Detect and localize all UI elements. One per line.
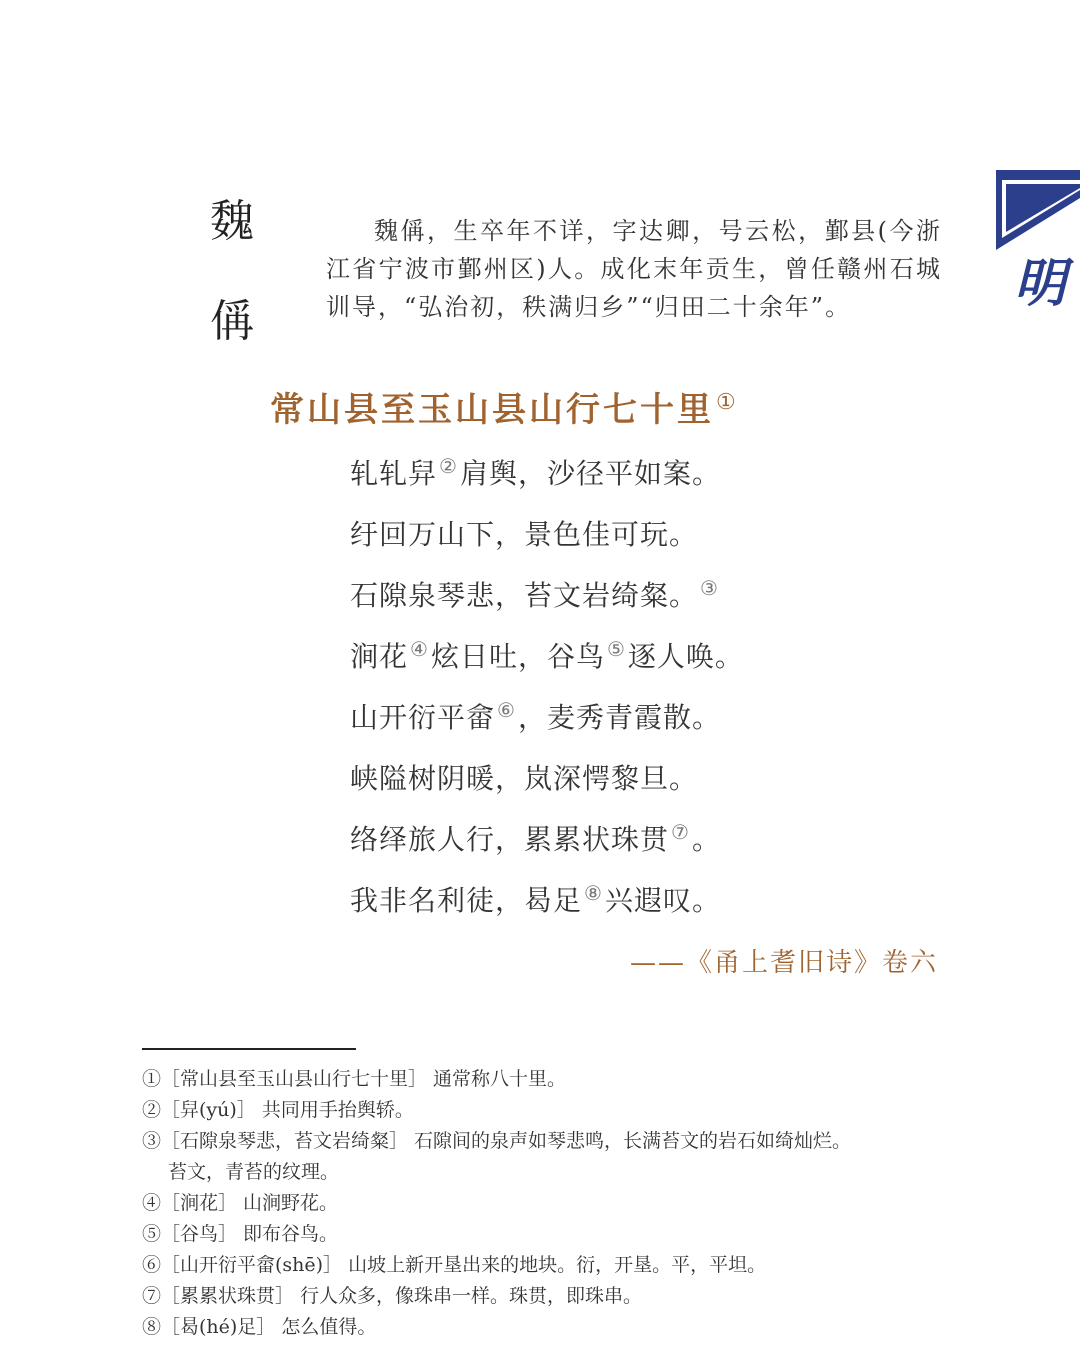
poem-line-text: 我非名利徒，曷足	[350, 884, 583, 917]
poem-line	[350, 574, 910, 635]
poem-line-text: 逐人唤。	[627, 640, 744, 673]
footnote-marker: ⑦	[671, 819, 690, 844]
poem-line-text: 兴遐叹。	[604, 884, 721, 917]
dynasty-label: 明	[1013, 253, 1066, 314]
author-bio: 魏偁，生卒年不详，字达卿，号云松，鄞县(今浙江省宁波市鄞州区)人。成化末年贡生，曾任赣州石城训导，“弘治初，秩满归乡”“归田二十余年”。	[326, 217, 942, 321]
poem-line-text: 轧轧舁	[350, 457, 438, 490]
poem-line-text: 石隙泉琴悲，苔文岩绮粲。	[350, 579, 699, 612]
footnote: ⑧［曷(hé)足］ 怎么值得。	[142, 1316, 377, 1338]
poem-line	[350, 818, 910, 879]
footnote-marker: ④	[410, 636, 429, 661]
footnote-marker: ⑤	[606, 636, 626, 661]
footnote: ⑤［谷鸟］ 即布谷鸟。	[142, 1223, 339, 1245]
poem-line	[350, 696, 910, 757]
author-name-char-2: 偁	[210, 296, 254, 347]
poem-line-text: 涧花	[350, 640, 409, 673]
poem-line-text: 纡回万山下，景色佳可玩。	[350, 518, 699, 551]
poem-line-text: 山开衍平畲	[350, 701, 496, 734]
footnote: ①［常山县至玉山县山行七十里］ 通常称八十里。	[142, 1068, 567, 1090]
footnote-marker: ②	[439, 453, 458, 478]
footnote-marker: ⑥	[497, 697, 516, 722]
poem-line	[350, 452, 910, 513]
footnotes	[142, 1064, 946, 1343]
poem-line-text: 络绎旅人行，累累状珠贯	[350, 823, 670, 856]
poem-line-text: 。	[691, 823, 721, 856]
footnote-marker: ⑧	[584, 880, 603, 905]
poem-line	[350, 757, 910, 818]
poem-line-text: 峡隘树阴暖，岚深愕黎旦。	[350, 762, 699, 795]
poem-line	[350, 635, 910, 696]
footnote-divider	[142, 1048, 356, 1050]
poem-title-text: 常山县至玉山县山行七十里	[270, 390, 714, 430]
footnote: ⑥［山开衍平畲(shē)］ 山坡上新开垦出来的地块。衍，开垦。平，平坦。	[142, 1254, 767, 1276]
author-name-char-1: 魏	[210, 196, 254, 247]
poem-line	[350, 513, 910, 574]
footnote-marker: ①	[716, 389, 739, 415]
footnote: ③［石隙泉琴悲，苔文岩绮粲］ 石隙间的泉声如琴悲鸣，长满苔文的岩石如绮灿烂。	[142, 1130, 852, 1152]
dynasty-tab-banner	[996, 170, 1080, 250]
footnote-continuation: 苔文，青苔的纹理。	[168, 1161, 340, 1183]
poem-body	[350, 452, 910, 940]
footnote: ⑦［累累状珠贯］ 行人众多，像珠串一样。珠贯，即珠串。	[142, 1285, 643, 1307]
poem-line-text: ，麦秀青霞散。	[517, 701, 721, 734]
poem-source: ——《甬上耆旧诗》卷六	[629, 948, 938, 978]
poem-line-text: 炫日吐，谷鸟	[430, 640, 605, 673]
poem-line-text: 肩舆，沙径平如案。	[459, 457, 721, 490]
footnote: ④［涧花］ 山涧野花。	[142, 1192, 339, 1214]
poem-title	[270, 388, 741, 432]
footnote: ②［舁(yú)］ 共同用手抬舆轿。	[142, 1099, 414, 1121]
poem-line	[350, 879, 910, 940]
footnote-marker: ③	[700, 575, 719, 600]
